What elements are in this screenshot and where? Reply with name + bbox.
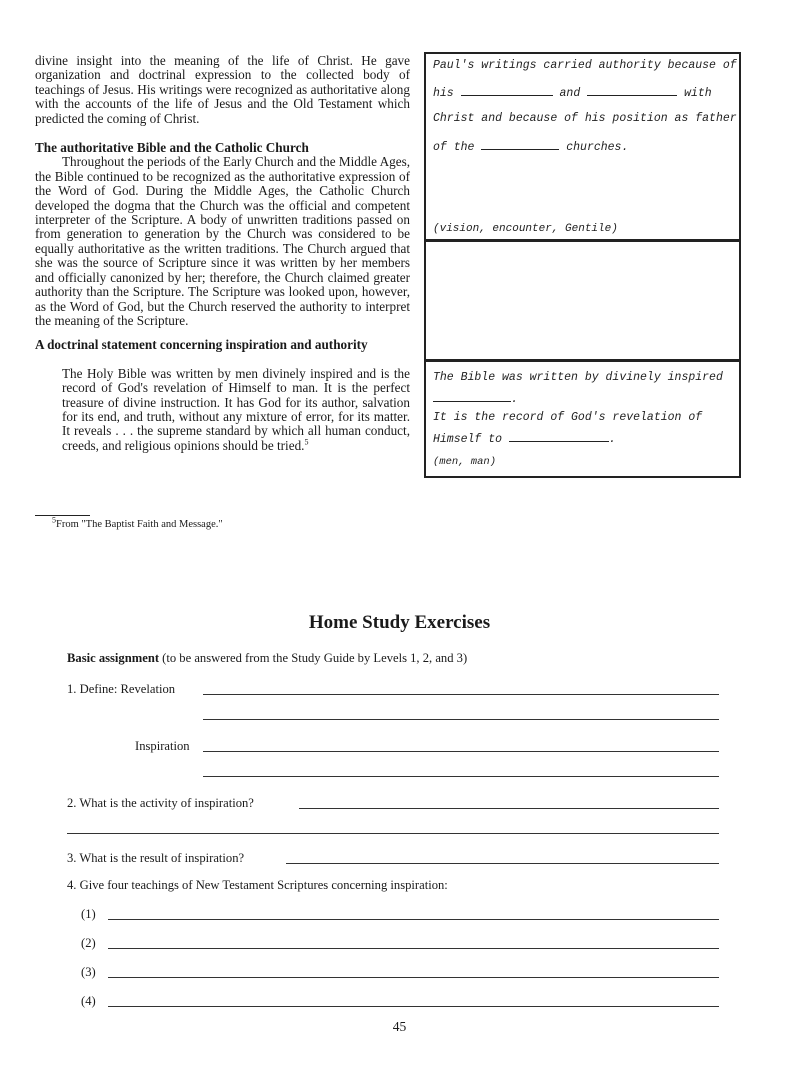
answer-line-q1-revelation-2[interactable]	[203, 719, 719, 720]
blank-field[interactable]	[509, 431, 609, 442]
answer-line-q4-3[interactable]	[108, 977, 719, 978]
blank-box	[424, 240, 741, 361]
blank-field[interactable]	[461, 85, 553, 96]
doctrinal-quote: The Holy Bible was written by men divinely inspired and is the record of God's revelation of Himself to man. It is the perfect treasure of divine instruction. It has God for its author, salvation for its end, and truth, without any mixture of error, for its matter. It reveals . . . the supreme standard by which all human conduct, creeds, and religious opinions should be tried.$^5$	[62, 365, 410, 453]
section-heading-catholic-church: The authoritative Bible and the Catholic Church	[35, 140, 309, 156]
answer-line-q3[interactable]	[286, 863, 719, 864]
q4-item-1-label: (1)	[81, 907, 96, 921]
blank-field[interactable]	[433, 391, 511, 402]
fill-in-box-bible	[424, 360, 741, 478]
blank-field[interactable]	[481, 139, 559, 150]
question-1-label: 1. Define: Revelation	[67, 682, 176, 696]
footnote-divider	[35, 515, 90, 516]
footnote: $^5$From "The Baptist Faith and Message."	[52, 515, 223, 530]
section-heading-doctrinal-statement: A doctrinal statement concerning inspiration and authority	[35, 337, 368, 353]
box1-answer-hint: (vision, encounter, Gentile)	[433, 223, 618, 235]
q4-item-3-label: (3)	[81, 965, 96, 979]
answer-line-q4-2[interactable]	[108, 948, 719, 949]
box3-line2: .	[433, 391, 518, 406]
box3-line1: The Bible was written by divinely inspired	[433, 371, 723, 384]
answer-line-q2-2[interactable]	[67, 833, 719, 834]
box3-answer-hint: (men, man)	[433, 456, 497, 468]
box3-line3: It is the record of God's revelation of	[433, 411, 703, 424]
q4-item-2-label: (2)	[81, 936, 96, 950]
home-study-title: Home Study Exercises	[308, 612, 491, 633]
question-4-label: 4. Give four teachings of New Testament Scriptures concerning inspiration:	[67, 878, 448, 892]
footnote-marker: 5	[304, 437, 309, 447]
box1-line1: Paul's writings carried authority because of	[433, 59, 737, 72]
box1-line3: Christ and because of his position as father	[433, 112, 737, 125]
page-number: 45	[392, 1019, 407, 1034]
answer-line-q1-inspiration-2[interactable]	[203, 776, 719, 777]
intro-paragraph: divine insight into the meaning of the life of Christ. He gave organization and doctrinal expression to the collected body of teachings of Jesus. His writings were recognized as authoritative along with the accounts of the life of Jesus and the Old Testament which predicted the coming of Christ.	[35, 53, 410, 126]
q4-item-4-label: (4)	[81, 994, 96, 1008]
section-body-catholic-church: Throughout the periods of the Early Church and the Middle Ages, the Bible continued to be recognized as the authoritative expression of the Word of God. During the Middle Ages, the Catholic Church developed the dogma that the Church was the official and competent interpreter of the Scripture. A body of unwritten traditions passed on from generation to generation by the Church was considered to be equally authoritative as the written traditions. The Church argued that she was the source of Scripture since it was written by her members and officially canonized by her; therefore, the Church claimed greater authority than the Scripture. The Scripture was looked upon, however, as the Word of God, but the Church reserved the authority to interpret the meaning of the Scripture.	[35, 154, 410, 328]
fill-in-box-paul	[424, 52, 741, 241]
box1-line2: his and with	[433, 87, 712, 100]
answer-line-q2[interactable]	[299, 808, 719, 809]
left-column	[35, 54, 410, 453]
answer-line-q4-1[interactable]	[108, 919, 719, 920]
question-2-label: 2. What is the activity of inspiration?	[67, 796, 254, 810]
question-3-label: 3. What is the result of inspiration?	[67, 851, 245, 865]
box1-line4: of the churches.	[433, 141, 629, 154]
question-1-inspiration-label: Inspiration	[135, 739, 190, 753]
basic-assignment: Basic assignment (to be answered from the Study Guide by Levels 1, 2, and 3)	[67, 651, 468, 665]
blank-field[interactable]	[587, 85, 677, 96]
box3-line4: Himself to .	[433, 433, 616, 446]
answer-line-q1-revelation[interactable]	[203, 694, 719, 695]
answer-line-q1-inspiration[interactable]	[203, 751, 719, 752]
answer-line-q4-4[interactable]	[108, 1006, 719, 1007]
